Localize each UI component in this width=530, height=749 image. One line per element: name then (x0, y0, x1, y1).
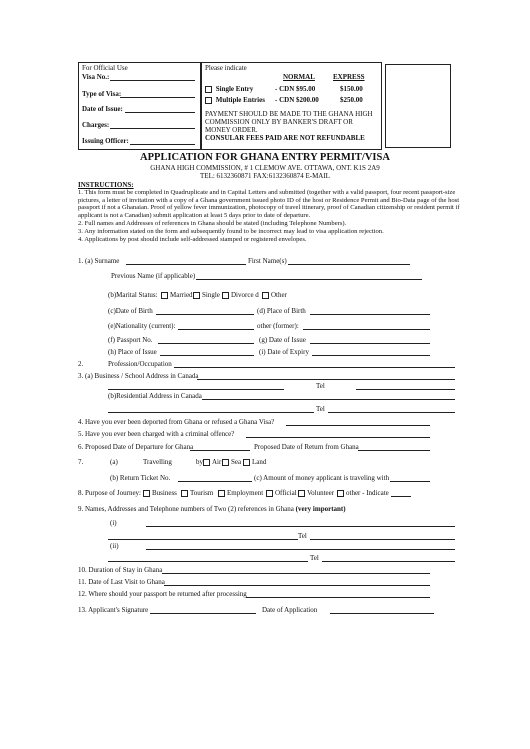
single-checkbox[interactable] (193, 292, 200, 299)
departure-date-label: 6. Proposed Date of Departure for Ghana (78, 443, 194, 451)
date-of-issue-field[interactable] (125, 112, 195, 113)
air-label: Air (212, 458, 222, 466)
first-names-label: First Name(s) (248, 257, 287, 265)
multiple-normal-fee: - CDN $200.00 (275, 96, 319, 104)
single-normal-fee: - CDN $95.00 (275, 85, 316, 93)
residential-tel-field[interactable] (328, 412, 455, 413)
volunteer-label: Volunteer (307, 489, 335, 497)
married-label: Married (170, 291, 193, 299)
residential-address-line-2[interactable] (108, 412, 314, 413)
payment-note: PAYMENT SHOULD BE MADE TO THE GHANA HIGH COMMISSION ONLY BY BANKER'S DRAFT OR MONEY ORDER. (205, 110, 373, 134)
surname-label: 1. (a) Surname (78, 257, 120, 265)
marital-other-option[interactable] (262, 291, 287, 299)
date-issue-field[interactable] (310, 343, 430, 344)
business-address-label: 3. (a) Business / School Address in Canada (78, 372, 199, 380)
contact-line: TEL: 6132360871 FAX:6132360874 E-MAIL (200, 172, 330, 180)
signature-field[interactable] (150, 613, 256, 614)
profession-field[interactable] (174, 367, 455, 368)
official-checkbox[interactable] (266, 490, 273, 497)
reference-i-line-2[interactable] (108, 539, 298, 540)
q2-number: 2. (78, 360, 84, 368)
air-checkbox[interactable] (203, 459, 210, 466)
travel-air-option[interactable] (203, 458, 221, 466)
application-date-field[interactable] (330, 613, 434, 614)
purpose-other-label: other - Indicate (346, 489, 389, 497)
references-label (78, 505, 346, 513)
purpose-tourism-option[interactable] (181, 489, 213, 497)
divorced-checkbox[interactable] (222, 292, 229, 299)
marital-divorced-option[interactable] (222, 291, 259, 299)
duration-label: 10. Duration of Stay in Ghana (78, 566, 163, 574)
reference-i-tel-field[interactable] (310, 539, 455, 540)
q7-number: 7. (78, 458, 84, 466)
sea-label: Sea (231, 458, 242, 466)
surname-field[interactable] (126, 264, 246, 265)
passport-no-field[interactable] (158, 343, 254, 344)
references-text: 9. Names, Addresses and Telephone numbers of Two (2) references in Ghana (78, 505, 294, 513)
return-date-field[interactable] (358, 450, 430, 451)
other-former-label: other (former): (257, 322, 299, 330)
application-date-label: Date of Application (262, 606, 318, 614)
official-use-heading: For Official Use (82, 64, 128, 72)
single-entry-checkbox[interactable] (205, 86, 212, 93)
business-label: Business (152, 489, 177, 497)
single-label: Single (202, 291, 220, 299)
instruction-1: 1. This form must be completed in Quadruplicate and in Capital Letters and submitted (together with a valid passport, four recent passport-size pictures, a letter of invitation with a copy of a Ghana government issued photo ID of the host or Residence Permit and Bio-Data page of the host passport if not a Ghanaian. Proof of yellow fever immunization, photocopy of travel itinerary, proof of Canadian citizenship or resident permit if applicant is not a Canadian) submit application at least 5 days prior to date of departure. (78, 189, 460, 219)
sea-checkbox[interactable] (222, 459, 229, 466)
business-address-line-2[interactable] (108, 389, 284, 390)
instruction-2: 2. Full names and Addresses of references in Ghana should be stated (including Telephone Numbers). (78, 220, 347, 227)
purpose-other-checkbox[interactable] (337, 490, 344, 497)
purpose-business-option[interactable] (143, 489, 177, 497)
other-former-field[interactable] (303, 329, 430, 330)
purpose-other-field[interactable] (391, 496, 411, 497)
other-label: Other (271, 291, 287, 299)
page-title: APPLICATION FOR GHANA ENTRY PERMIT/VISA (140, 152, 390, 163)
instruction-4: 4. Applications by post should include self-addressed stamped or registered envelopes. (78, 236, 307, 243)
business-checkbox[interactable] (143, 490, 150, 497)
date-of-issue-label: Date of Issue: (82, 105, 123, 113)
q7a-label: (a) (110, 458, 118, 466)
issuing-officer-field[interactable] (130, 144, 195, 145)
official-label: Official (275, 489, 297, 497)
date-expiry-label: (i) Date of Expiry (259, 348, 309, 356)
passport-return-field[interactable] (246, 597, 430, 598)
nationality-field[interactable] (178, 329, 254, 330)
business-tel-label: Tel (316, 382, 325, 390)
dob-label: (c)Date of Birth (108, 307, 153, 315)
money-amount-label: (c) Amount of money applicant is traveling with (254, 474, 390, 482)
issuing-officer-label: Issuing Officer: (82, 137, 129, 145)
visa-no-label: Visa No.: (82, 73, 110, 81)
duration-field[interactable] (162, 573, 430, 574)
employment-label: Employment (227, 489, 264, 497)
date-expiry-field[interactable] (312, 355, 430, 356)
multiple-express-fee: $250.00 (340, 96, 363, 104)
last-visit-label: 11. Date of Last Visit to Ghana (78, 578, 165, 586)
type-of-visa-field[interactable] (120, 97, 195, 98)
criminal-question: 5. Have you ever been charged with a criminal offence? (78, 430, 235, 438)
first-names-field[interactable] (288, 264, 410, 265)
marital-status-label: (b)Marital Status: (108, 291, 158, 299)
employment-checkbox[interactable] (218, 490, 225, 497)
profession-label: Profession/Occupation (108, 360, 172, 368)
references-emphasis: (very important) (295, 505, 346, 513)
purpose-other-option[interactable] (337, 489, 389, 497)
money-amount-field[interactable] (390, 481, 430, 482)
please-indicate-label: Please indicate (205, 64, 247, 72)
return-ticket-label: (b) Return Ticket No. (110, 474, 171, 482)
departure-date-field[interactable] (190, 450, 250, 451)
criminal-field[interactable] (246, 437, 430, 438)
residential-address-label: (b)Residential Address in Canada (108, 392, 202, 400)
multiple-entries-label: Multiple Entries (215, 96, 265, 104)
divorced-label: Divorce d (231, 291, 259, 299)
reference-ii-field[interactable] (146, 549, 455, 550)
date-issue-label: (g) Date of Issue (259, 336, 306, 344)
tourism-label: Tourism (190, 489, 214, 497)
residential-address-field[interactable] (202, 399, 455, 400)
travel-land-option[interactable] (243, 458, 266, 466)
dob-field[interactable] (156, 314, 254, 315)
charges-field[interactable] (110, 128, 195, 129)
travelling-label: Travelling (143, 458, 172, 466)
last-visit-field[interactable] (164, 585, 430, 586)
single-entry-label: Single Entry (215, 85, 254, 93)
deported-question: 4. Have you ever been deported from Ghana or refused a Ghana Visa? (78, 418, 275, 426)
single-entry-option[interactable] (205, 85, 253, 93)
purpose-official-option[interactable] (266, 489, 297, 497)
married-checkbox[interactable] (161, 292, 168, 299)
reference-i-label: (i) (110, 519, 117, 527)
residential-tel-label: Tel (316, 405, 325, 413)
previous-name-field[interactable] (196, 279, 422, 280)
land-label: Land (252, 458, 267, 466)
tourism-checkbox[interactable] (181, 490, 188, 497)
fee-normal-header: NORMAL (283, 73, 315, 81)
single-express-fee: $150.00 (340, 85, 363, 93)
previous-name-label: Previous Name (if applicable) (111, 272, 196, 280)
return-date-label: Proposed Date of Return from Ghana (254, 443, 359, 451)
volunteer-checkbox[interactable] (298, 490, 305, 497)
by-label: by (196, 458, 203, 466)
reference-ii-line-2[interactable] (108, 561, 308, 562)
business-address-field[interactable] (197, 379, 455, 380)
other-checkbox[interactable] (262, 292, 269, 299)
instruction-3: 3. Any information stated on the form and subsequently found to be incorrect may lead to visa application rejection. (78, 228, 384, 235)
purpose-employment-option[interactable] (218, 489, 263, 497)
marital-single-option[interactable] (193, 291, 220, 299)
multiple-entries-checkbox[interactable] (205, 97, 212, 104)
pob-label: (d) Place of Birth (257, 307, 306, 315)
marital-married-option[interactable] (161, 291, 193, 299)
refund-note: CONSULAR FEES PAID ARE NOT REFUNDABLE (205, 134, 365, 142)
place-issue-label: (h) Place of Issue (108, 348, 157, 356)
instructions-heading: INSTRUCTIONS: (78, 181, 134, 189)
reference-ii-tel-field[interactable] (322, 561, 455, 562)
reference-ii-label: (ii) (110, 542, 119, 550)
pob-field[interactable] (310, 314, 430, 315)
reference-i-field[interactable] (146, 526, 455, 527)
charges-label: Charges: (82, 121, 110, 129)
deported-field[interactable] (286, 425, 430, 426)
multiple-entries-option[interactable] (205, 96, 265, 104)
travel-sea-option[interactable] (222, 458, 241, 466)
business-tel-field[interactable] (356, 389, 455, 390)
type-of-visa-label: Type of Visa: (82, 90, 122, 98)
land-checkbox[interactable] (243, 459, 250, 466)
visa-no-field[interactable] (110, 80, 195, 81)
address-line: GHANA HIGH COMMISSION, # 1 CLEMOW AVE. OTTAWA, ONT. K1S 2A9 (150, 164, 380, 172)
purpose-volunteer-option[interactable] (298, 489, 334, 497)
nationality-label: (e)Nationality (current): (108, 322, 176, 330)
passport-return-label: 12. Where should your passport be returned after processing (78, 590, 247, 598)
fee-express-header: EXPRESS (333, 73, 365, 81)
place-issue-field[interactable] (160, 355, 254, 356)
passport-no-label: (f) Passport No. (108, 336, 153, 344)
reference-ii-tel-label: Tel (310, 554, 319, 562)
return-ticket-field[interactable] (178, 481, 252, 482)
reference-i-tel-label: Tel (298, 532, 307, 540)
purpose-label: 8. Purpose of Journey: (78, 489, 141, 497)
photo-box (385, 64, 451, 148)
signature-label: 13. Applicant's Signature (78, 606, 149, 614)
